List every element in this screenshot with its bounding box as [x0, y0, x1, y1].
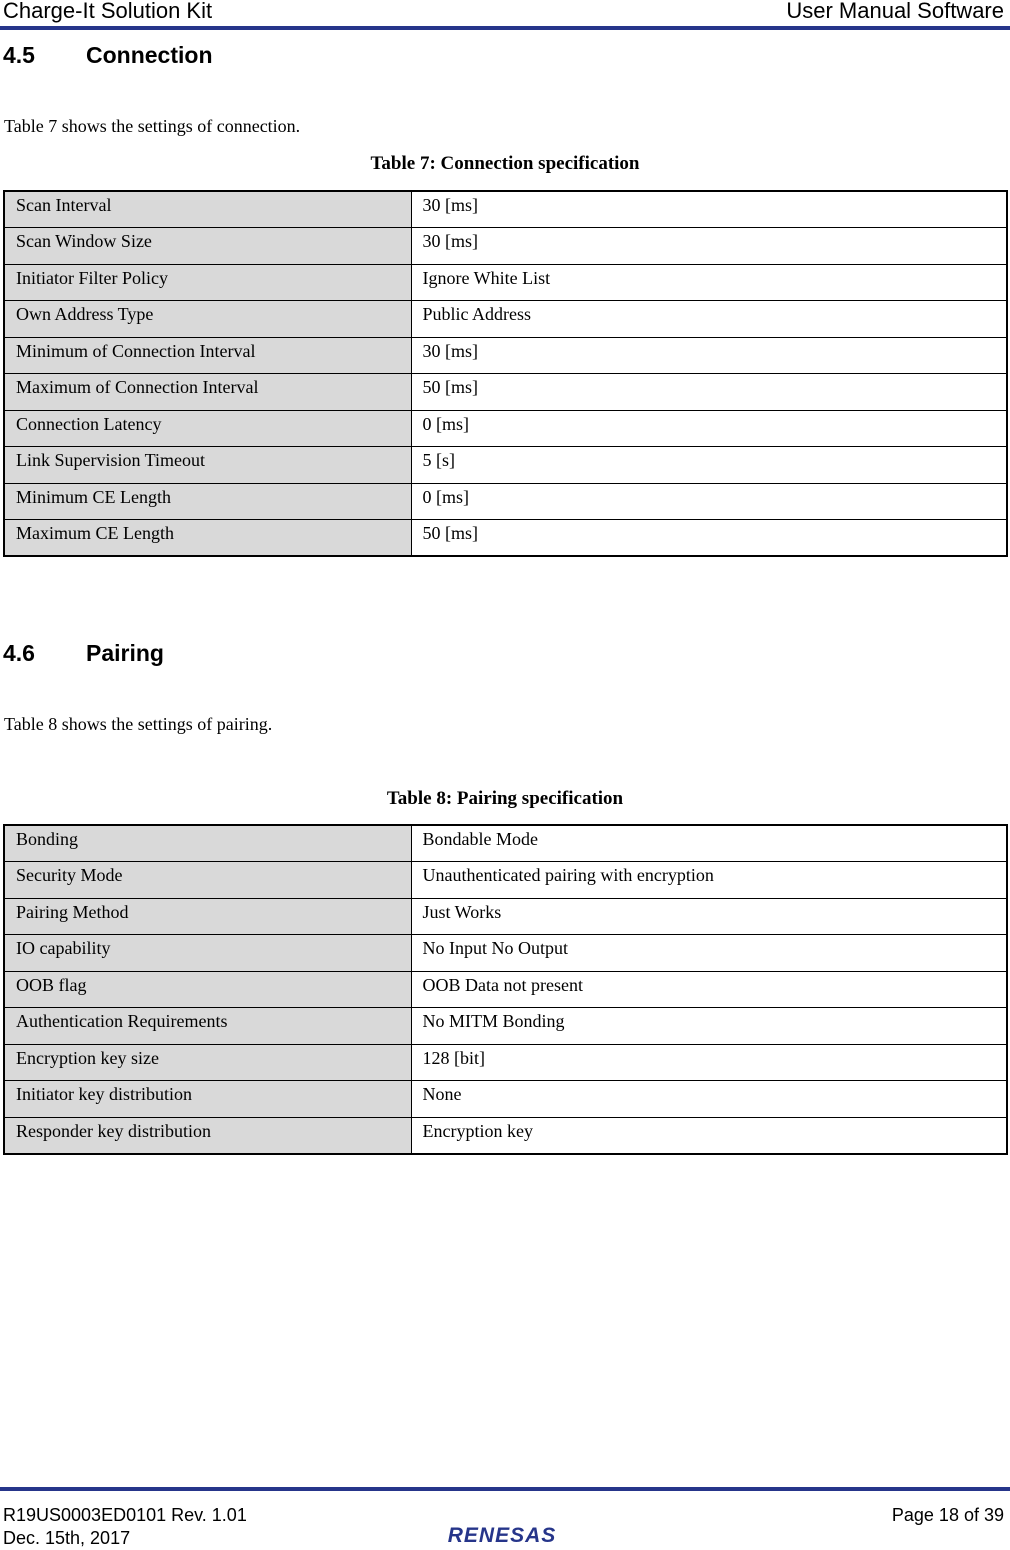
section-title: Connection	[86, 42, 213, 68]
row-key: Link Supervision Timeout	[4, 447, 411, 484]
table-row	[4, 447, 1007, 484]
row-key: IO capability	[4, 935, 411, 972]
table-row	[4, 935, 1007, 972]
row-value: 30 [ms]	[411, 337, 1007, 374]
table-row	[4, 264, 1007, 301]
table-row	[4, 1081, 1007, 1118]
row-value: 5 [s]	[411, 447, 1007, 484]
row-key: Pairing Method	[4, 898, 411, 935]
row-value: No MITM Bonding	[411, 1008, 1007, 1045]
table-8-caption: Table 8: Pairing specification	[386, 788, 624, 809]
table-row	[4, 191, 1007, 228]
table-row	[4, 410, 1007, 447]
row-value: 0 [ms]	[411, 483, 1007, 520]
table-row	[4, 228, 1007, 265]
pairing-intro: Table 8 shows the settings of pairing.	[4, 714, 273, 734]
table-row	[4, 825, 1007, 862]
row-key: Scan Interval	[4, 191, 411, 228]
row-value: 30 [ms]	[411, 228, 1007, 265]
row-value: 30 [ms]	[411, 191, 1007, 228]
row-key: Scan Window Size	[4, 228, 411, 265]
table-row	[4, 483, 1007, 520]
section-heading-connection	[3, 42, 213, 69]
connection-intro: Table 7 shows the settings of connection.	[4, 116, 301, 136]
table-row	[4, 301, 1007, 338]
table-row	[4, 971, 1007, 1008]
table-row	[4, 520, 1007, 557]
row-value: OOB Data not present	[411, 971, 1007, 1008]
row-value: Just Works	[411, 898, 1007, 935]
table-row	[4, 898, 1007, 935]
row-key: Encryption key size	[4, 1044, 411, 1081]
row-key: Minimum of Connection Interval	[4, 337, 411, 374]
row-value: 128 [bit]	[411, 1044, 1007, 1081]
renesas-logo-icon	[427, 1524, 577, 1546]
row-value: 50 [ms]	[411, 520, 1007, 557]
row-key: Maximum CE Length	[4, 520, 411, 557]
row-value: Bondable Mode	[411, 825, 1007, 862]
row-key: Connection Latency	[4, 410, 411, 447]
table-row	[4, 862, 1007, 899]
row-key: Security Mode	[4, 862, 411, 899]
row-key: Responder key distribution	[4, 1117, 411, 1154]
row-value: 0 [ms]	[411, 410, 1007, 447]
section-number: 4.5	[3, 42, 35, 68]
table-row	[4, 1117, 1007, 1154]
footer-doc-id: R19US0003ED0101 Rev. 1.01	[3, 1505, 247, 1525]
row-key: Minimum CE Length	[4, 483, 411, 520]
header-title: Charge-It Solution Kit	[3, 0, 213, 23]
row-key: Authentication Requirements	[4, 1008, 411, 1045]
table-row	[4, 337, 1007, 374]
row-key: Own Address Type	[4, 301, 411, 338]
table-row	[4, 1044, 1007, 1081]
row-key: Bonding	[4, 825, 411, 862]
row-key: Initiator Filter Policy	[4, 264, 411, 301]
row-value: Encryption key	[411, 1117, 1007, 1154]
row-value: Unauthenticated pairing with encryption	[411, 862, 1007, 899]
row-key: Initiator key distribution	[4, 1081, 411, 1118]
section-number: 4.6	[3, 640, 35, 666]
section-heading-pairing	[3, 640, 164, 667]
table-row	[4, 374, 1007, 411]
table-7-caption: Table 7: Connection specification	[370, 153, 640, 174]
svg-text:RENESAS: RENESAS	[447, 1524, 557, 1546]
row-value: Public Address	[411, 301, 1007, 338]
footer-rule	[0, 1487, 1010, 1491]
pairing-table	[3, 824, 1008, 1155]
footer-date: Dec. 15th, 2017	[3, 1528, 131, 1548]
row-value: Ignore White List	[411, 264, 1007, 301]
header-doc-type: User Manual Software	[786, 0, 1004, 23]
row-key: Maximum of Connection Interval	[4, 374, 411, 411]
header-rule	[0, 26, 1010, 30]
section-title: Pairing	[86, 640, 164, 666]
connection-table	[3, 190, 1008, 557]
table-row	[4, 1008, 1007, 1045]
row-value: No Input No Output	[411, 935, 1007, 972]
footer-page-number: Page 18 of 39	[891, 1505, 1004, 1525]
row-key: OOB flag	[4, 971, 411, 1008]
row-value: 50 [ms]	[411, 374, 1007, 411]
row-value: None	[411, 1081, 1007, 1118]
